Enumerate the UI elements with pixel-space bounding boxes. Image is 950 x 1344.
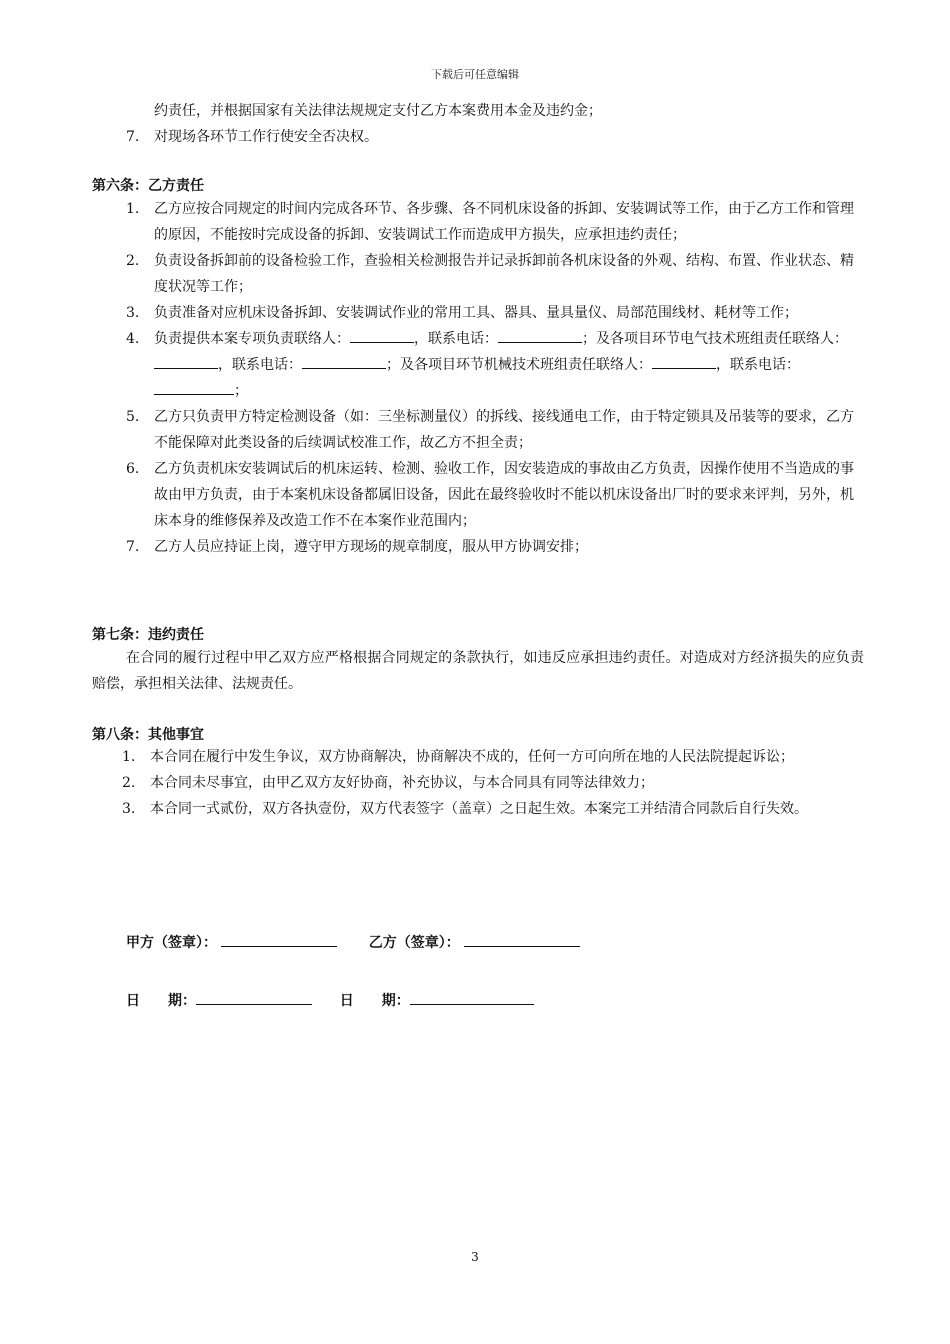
item-number: 3. [122, 801, 136, 817]
item-number: 2. [122, 775, 136, 791]
list-item [92, 534, 864, 560]
date-b-label: 日 期： [339, 993, 410, 1009]
article8-heading: 第八条：其他事宜 [92, 727, 204, 743]
item-number: 1. [126, 201, 140, 217]
article7-paragraph: 在合同的履行过程中甲乙双方应严格根据合同规定的条款执行，如违反应承担违约责任。对造成对方经济损失的应负责赔偿，承担相关法律、法规责任。 [92, 650, 864, 692]
date-row [126, 990, 534, 1010]
list-item [92, 196, 864, 248]
phone-blank [302, 354, 386, 369]
article5-tail-list [92, 124, 864, 150]
item-number: 7. [126, 539, 140, 555]
list-item [92, 404, 864, 456]
item-text: 负责设备拆卸前的设备检验工作，查验相关检测报告并记录拆卸前各机床设备的外观、结构、布置、作业状态、精度状况等工作； [154, 253, 854, 295]
date-a-blank [196, 990, 312, 1005]
article8-list [122, 744, 864, 822]
date-b-blank [410, 990, 534, 1005]
article6-heading: 第六条：乙方责任 [92, 178, 204, 194]
contact-label: ；及各项目环节电气技术班组责任联络人： [582, 331, 848, 347]
phone-label: ，联系电话： [414, 331, 498, 347]
item-text: 乙方应按合同规定的时间内完成各环节、各步骤、各不同机床设备的拆卸、安装调试等工作，由于乙方工作和管理的原因，不能按时完成设备的拆卸、安装调试工作而造成甲方损失，应承担违约责任； [154, 201, 854, 243]
signature-row [126, 932, 580, 952]
item-number: 7. [126, 129, 140, 145]
date-a-label: 日 期： [126, 993, 196, 1009]
list-item [122, 744, 864, 770]
contact-label: ；及各项目环节机械技术班组责任联络人： [386, 357, 652, 373]
list-item [122, 796, 864, 822]
party-a-sign-label: 甲方（签章）： [126, 935, 217, 951]
contact-blank [652, 354, 716, 369]
item-text: 对现场各环节工作行使安全否决权。 [154, 129, 378, 145]
item-text: 本合同在履行中发生争议，双方协商解决，协商解决不成的，任何一方可向所在地的人民法院提起诉讼； [150, 749, 794, 765]
item-end: ； [234, 383, 248, 399]
item-number: 4. [126, 331, 140, 347]
item-text: 乙方负责机床安装调试后的机床运转、检测、验收工作，因安装造成的事故由乙方负责，因操作使用不当造成的事故由甲方负责，由于本案机床设备都属旧设备，因此在最终验收时不能以机床设备出厂时的要求来评判，另外，机床本身的维修保养及改造工作不在本案作业范围内； [154, 461, 854, 529]
list-item [92, 300, 864, 326]
item-number: 2. [126, 253, 140, 269]
phone-blank [498, 328, 582, 343]
continuation-text: 约责任，并根据国家有关法律法规规定支付乙方本案费用本金及违约金； [154, 103, 602, 119]
page-number: 3 [471, 1250, 479, 1264]
contact-blank [350, 328, 414, 343]
party-b-sign-label: 乙方（签章）： [368, 935, 460, 951]
item-number: 6. [126, 461, 140, 477]
item-number: 5. [126, 409, 140, 425]
list-item [92, 326, 864, 404]
list-item [92, 248, 864, 300]
contact-label: 负责提供本案专项负责联络人： [154, 331, 350, 347]
list-item [122, 770, 864, 796]
item-number: 1. [122, 749, 136, 765]
phone-label: ，联系电话： [716, 357, 800, 373]
item-text: 乙方人员应持证上岗，遵守甲方现场的规章制度，服从甲方协调安排； [154, 539, 588, 555]
list-item [92, 124, 864, 150]
item-text: 乙方只负责甲方特定检测设备（如：三坐标测量仪）的拆线、接线通电工作，由于特定锁具及吊装等的要求，乙方不能保障对此类设备的后续调试校准工作，故乙方不担全责； [154, 409, 854, 451]
phone-label: ，联系电话： [218, 357, 302, 373]
item-text: 本合同未尽事宜，由甲乙双方友好协商，补充协议，与本合同具有同等法律效力； [150, 775, 654, 791]
article6-list [92, 196, 864, 560]
article7-heading: 第七条：违约责任 [92, 627, 204, 643]
phone-blank [154, 380, 234, 395]
item-number: 3. [126, 305, 140, 321]
party-a-sign-blank [221, 932, 337, 947]
item-text: 负责准备对应机床设备拆卸、安装调试作业的常用工具、器具、量具量仪、局部范围线材、耗材等工作； [154, 305, 798, 321]
party-b-sign-blank [464, 932, 580, 947]
list-item [92, 456, 864, 534]
item-text: 本合同一式贰份，双方各执壹份，双方代表签字（盖章）之日起生效。本案完工并结清合同款后自行失效。 [150, 801, 808, 817]
contact-blank [154, 354, 218, 369]
page-header: 下载后可任意编辑 [431, 68, 519, 81]
